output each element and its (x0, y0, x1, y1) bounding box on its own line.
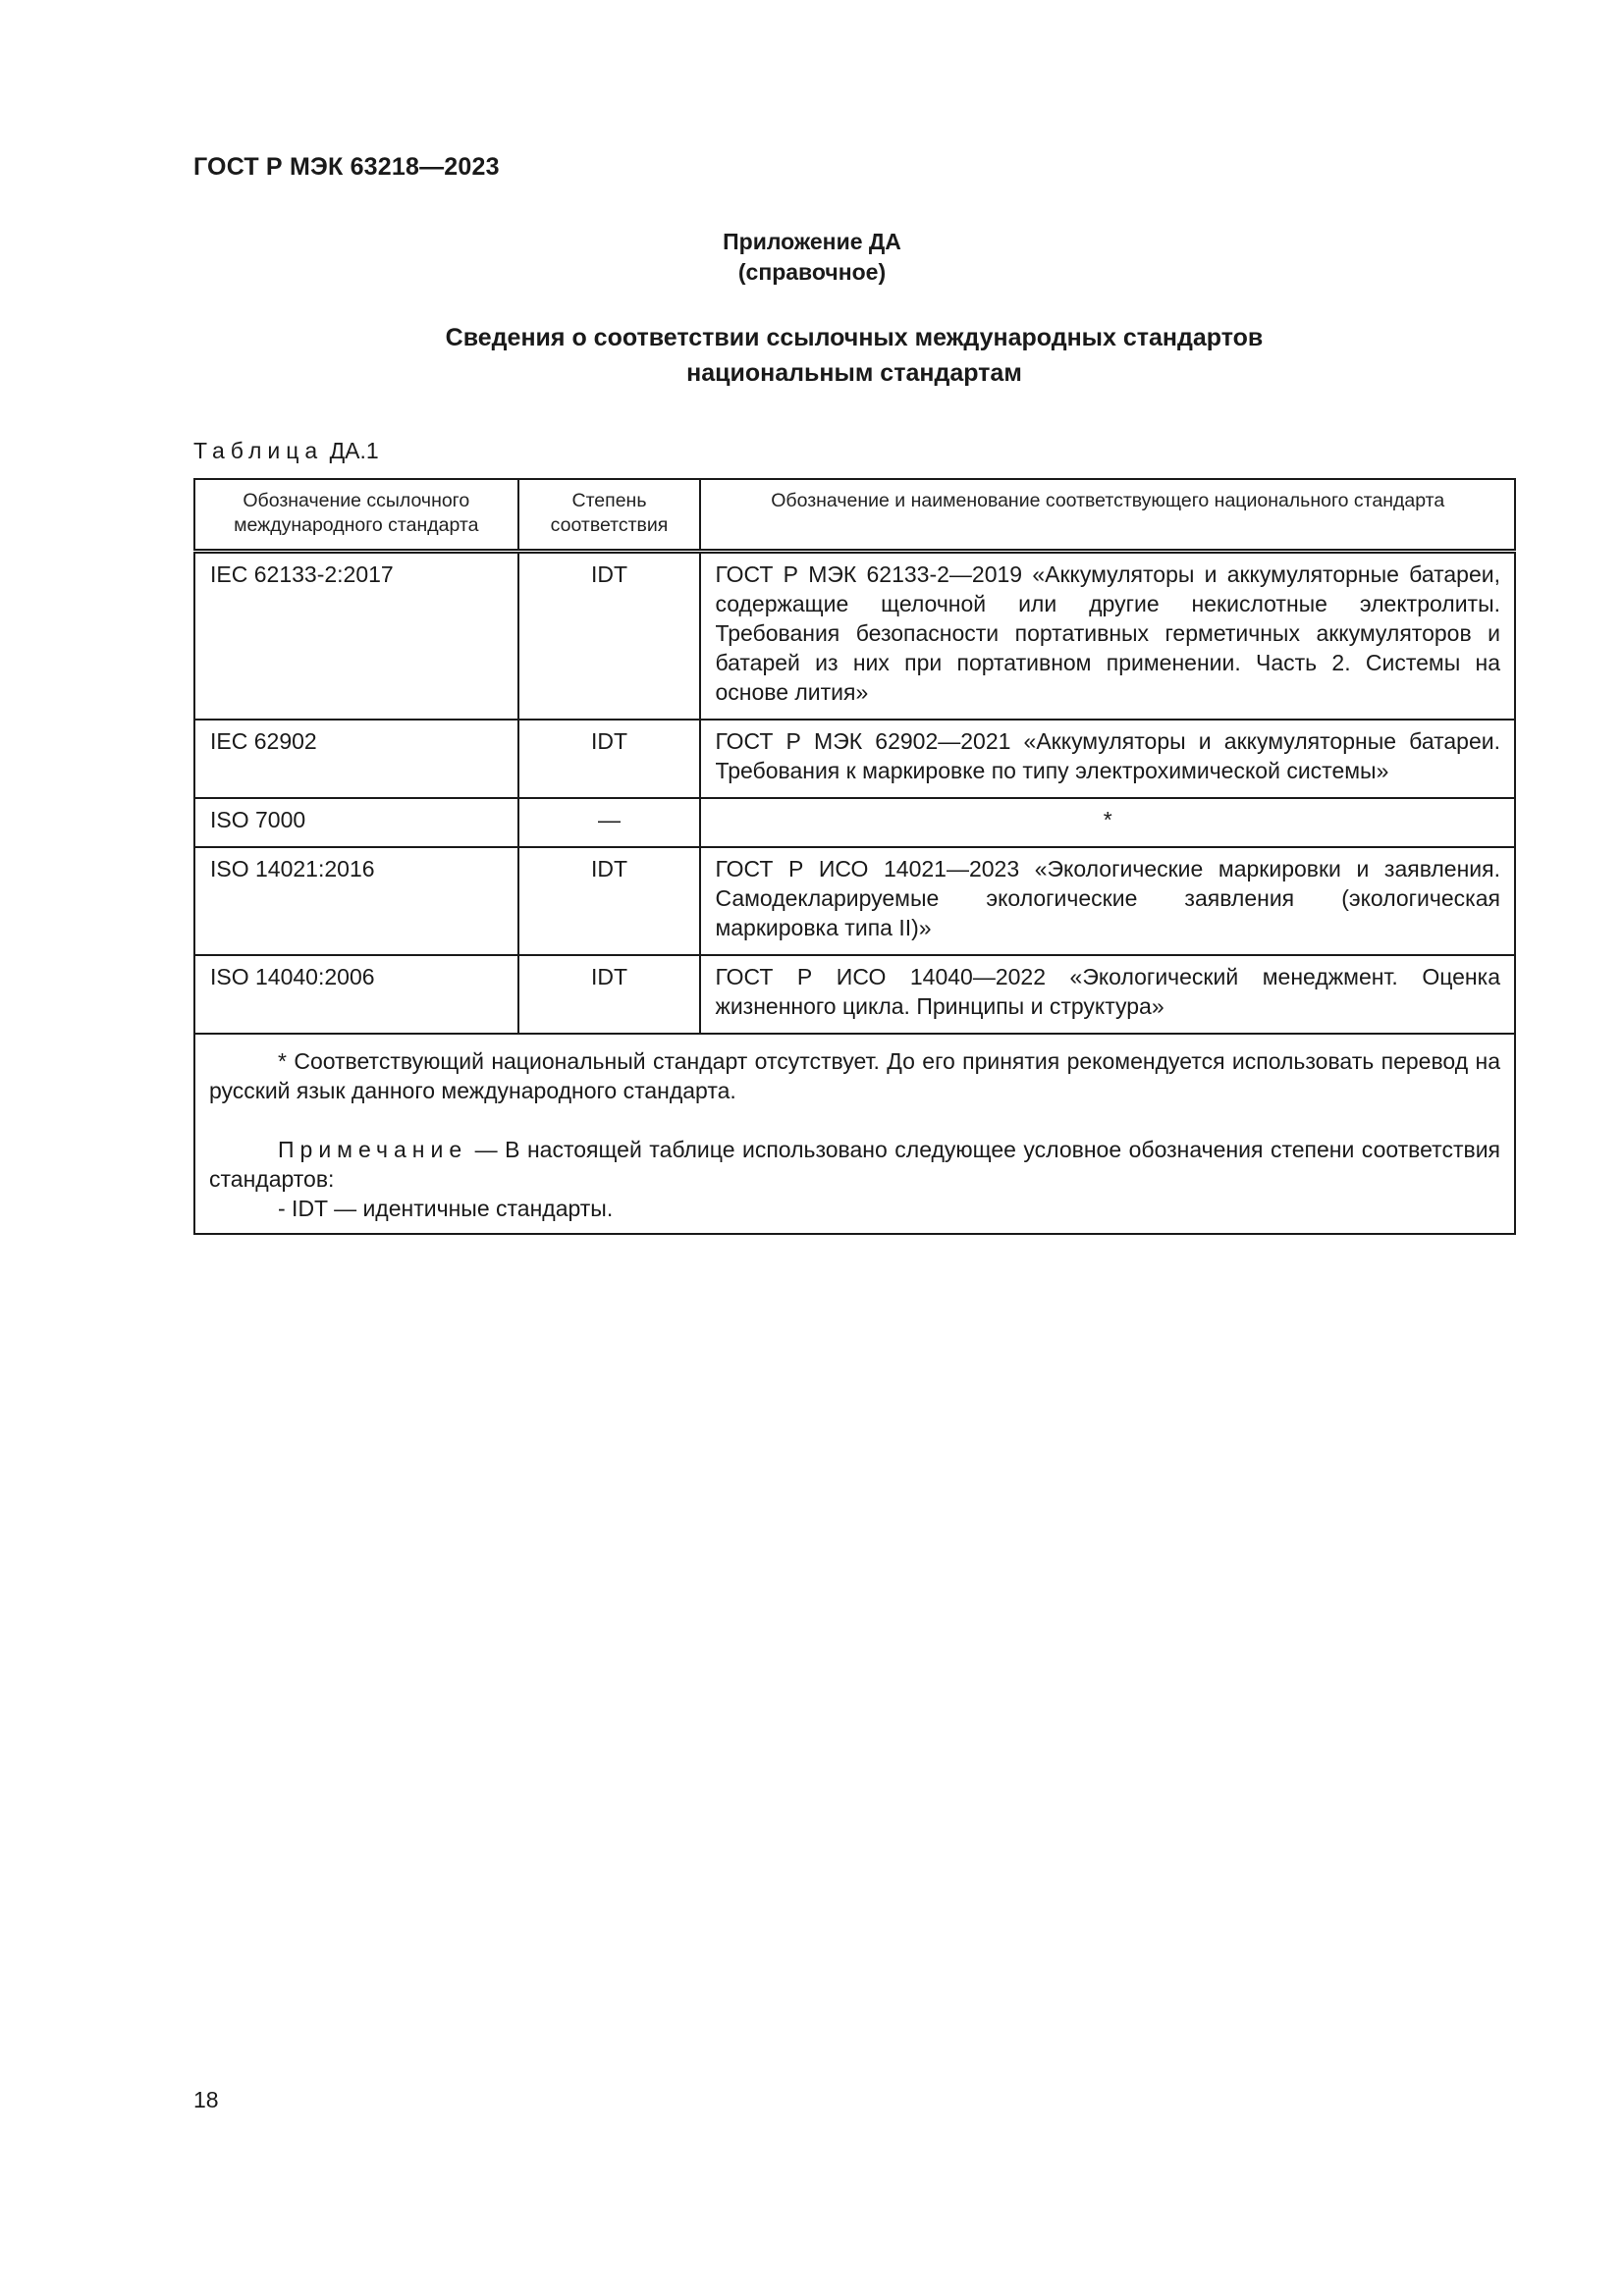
national-standard-cell: ГОСТ Р ИСО 14040—2022 «Экологический менеджмент. Оценка жизненного цикла. Принципы и структура» (700, 955, 1515, 1034)
column-header-national: Обозначение и наименование соответствующего национального стандарта (700, 479, 1515, 552)
national-standard-cell: ГОСТ Р ИСО 14021—2023 «Экологические маркировки и заявления. Самодекларируемые экологические заявления (экологическая маркировка типа II)» (700, 847, 1515, 955)
table-header-row (194, 479, 1515, 552)
table-footer-row (194, 1034, 1515, 1234)
table-footer-cell (194, 1034, 1515, 1234)
annex-heading-line-2: национальным стандартам (686, 359, 1022, 387)
page-number: 18 (193, 2087, 219, 2112)
annex-subtitle: (справочное) (737, 259, 887, 285)
table-note (209, 1135, 1500, 1194)
degree-cell: IDT (518, 955, 701, 1034)
note-text: — В настоящей таблице использовано следующее условное обозначения степени соответствия стандартов: (209, 1137, 1500, 1192)
degree-cell: IDT (518, 847, 701, 955)
annex-heading-line-1: Сведения о соответствии ссылочных международных стандартов (445, 324, 1264, 351)
annex-title: Приложение ДА (723, 229, 901, 254)
standards-table (193, 478, 1516, 1235)
table-row (194, 720, 1515, 798)
degree-cell: IDT (518, 552, 701, 721)
table-row (194, 847, 1515, 955)
international-standard-cell: IEC 62902 (194, 720, 518, 798)
table-caption-number: ДА.1 (329, 438, 379, 463)
international-standard-cell: ISO 7000 (194, 798, 518, 847)
national-standard-cell: ГОСТ Р МЭК 62902—2021 «Аккумуляторы и аккумуляторные батареи. Требования к маркировке по типу электрохимической системы» (700, 720, 1515, 798)
international-standard-cell: IEC 62133-2:2017 (194, 552, 518, 721)
table-caption-label: Таблица (193, 438, 324, 463)
degree-cell: — (518, 798, 701, 847)
table-footnote: * Соответствующий национальный стандарт отсутствует. До его принятия рекомендуется использовать перевод на русский язык данного международного стандарта. (209, 1048, 1500, 1103)
table-caption (193, 438, 379, 464)
national-standard-cell: * (700, 798, 1515, 847)
annex-label (0, 227, 1624, 288)
note-label: Примечание (278, 1137, 468, 1162)
column-header-international: Обозначение ссылочного международного стандарта (194, 479, 518, 552)
document-code: ГОСТ Р МЭК 63218—2023 (193, 153, 500, 181)
international-standard-cell: ISO 14040:2006 (194, 955, 518, 1034)
note-list-item: - IDT — идентичные стандарты. (278, 1196, 614, 1221)
degree-cell: IDT (518, 720, 701, 798)
table-row (194, 798, 1515, 847)
column-header-degree: Степень соответствия (518, 479, 701, 552)
table-row (194, 552, 1515, 721)
national-standard-cell: ГОСТ Р МЭК 62133-2—2019 «Аккумуляторы и аккумуляторные батареи, содержащие щелочной или другие некислотные электролиты. Требования безопасности портативных герметичных аккумуляторов и батарей из них при портативном применении. Часть 2. Системы на основе лития» (700, 552, 1515, 721)
international-standard-cell: ISO 14021:2016 (194, 847, 518, 955)
table-row (194, 955, 1515, 1034)
annex-heading (0, 320, 1624, 391)
